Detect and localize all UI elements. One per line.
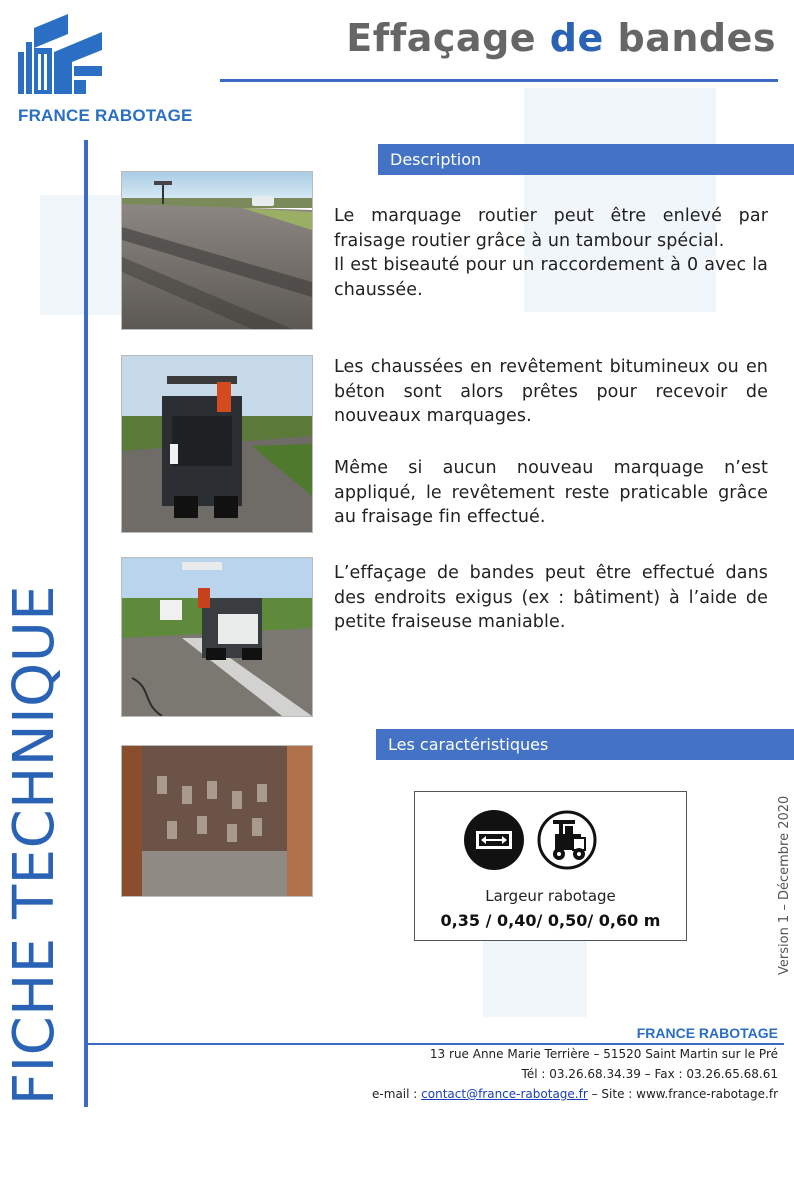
photo-milling-drum-teeth <box>121 745 313 897</box>
paragraph-line: Il est biseauté pour un raccordement à 0 avec la chaussée. <box>334 255 768 300</box>
site-text: – Site : www.france-rabotage.fr <box>591 1087 778 1101</box>
paragraph-line: Même si aucun nouveau marquage n’est appliqué, le revêtement reste praticable grâce au fraisage fin effectué. <box>334 458 768 527</box>
photo-erased-road-marking <box>121 171 313 330</box>
description-paragraph <box>334 204 768 302</box>
milling-machine-icon <box>537 810 597 870</box>
company-name: FRANCE RABOTAGE <box>18 106 193 125</box>
page-title <box>346 16 776 60</box>
email-link[interactable]: contact@france-rabotage.fr <box>421 1087 588 1101</box>
company-logo-icon <box>18 14 102 100</box>
description-paragraph <box>334 355 768 429</box>
paragraph-line: Les chaussées en revêtement bitumineux ou en béton sont alors prêtes pour recevoir de nouveaux marquages. <box>334 357 768 426</box>
side-label: FICHE TECHNIQUE <box>2 584 67 1106</box>
photo-milling-on-road <box>121 557 313 717</box>
milling-width-label: Largeur rabotage <box>485 887 616 905</box>
footer-phones: Tél : 03.26.68.34.39 – Fax : 03.26.65.68.61 <box>521 1067 778 1081</box>
section-header-description: Description <box>378 144 794 175</box>
email-label: e-mail : <box>372 1087 418 1101</box>
width-arrow-icon <box>464 810 524 870</box>
paragraph-line: L’effaçage de bandes peut être effectué dans des endroits exigus (ex : bâtiment) à l’aide de petite fraiseuse maniable. <box>334 563 768 632</box>
photo-milling-machine-road <box>121 355 313 533</box>
description-paragraph <box>334 561 768 635</box>
version-label: Version 1 – Décembre 2020 <box>777 795 792 975</box>
title-word-accent: de <box>549 16 604 60</box>
footer-address: 13 rue Anne Marie Terrière – 51520 Saint Martin sur le Pré <box>429 1047 778 1061</box>
footer-divider <box>88 1043 784 1045</box>
characteristics-box <box>414 791 687 941</box>
milling-width-value: 0,35 / 0,40/ 0,50/ 0,60 m <box>440 911 661 930</box>
title-word: Effaçage <box>346 16 537 60</box>
section-header-characteristics: Les caractéristiques <box>376 729 794 760</box>
vertical-divider <box>84 140 88 1107</box>
title-underline <box>220 79 778 82</box>
description-paragraph <box>334 456 768 530</box>
footer-company-name: FRANCE RABOTAGE <box>636 1025 778 1041</box>
footer-contact <box>372 1087 778 1101</box>
title-word: bandes <box>617 16 776 60</box>
paragraph-line: Le marquage routier peut être enlevé par fraisage routier grâce à un tambour spécial. <box>334 206 768 251</box>
